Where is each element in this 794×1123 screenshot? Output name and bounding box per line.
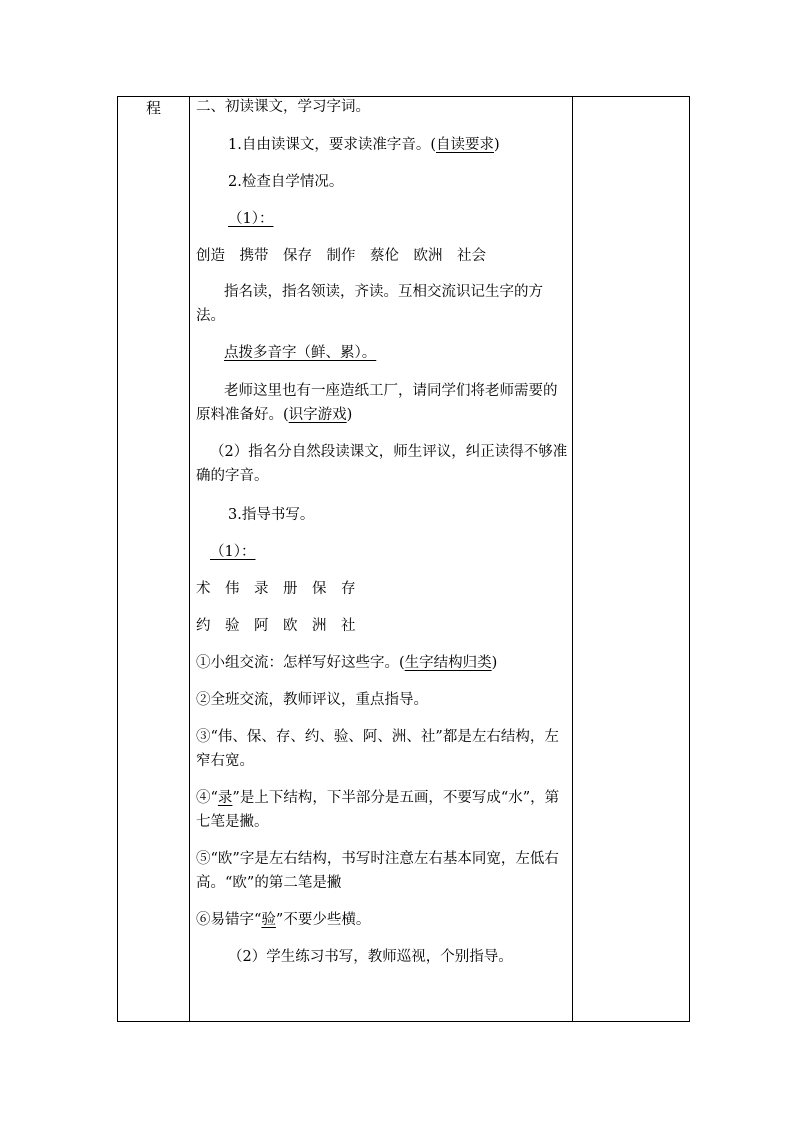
guide-item-4-char: 录 xyxy=(217,790,233,806)
guide-item-6-char: 验 xyxy=(261,912,276,928)
guide-item-4 xyxy=(196,786,568,834)
practice-writing: （2）学生练习书写，教师巡视，个别指导。 xyxy=(228,949,513,965)
word-game-link[interactable]: 识字游戏 xyxy=(288,407,347,423)
guide-item-1 xyxy=(196,651,568,675)
guide-item-3: ③“伟、保、存、约、验、阿、洲、社”都是左右结构，左窄右宽。 xyxy=(196,729,559,769)
step-1-end: ) xyxy=(494,137,500,153)
column-divider-left xyxy=(189,97,190,1021)
word-game-end: ) xyxy=(346,407,353,423)
self-reading-requirement-link[interactable]: 自读要求 xyxy=(436,137,494,153)
step-2: 2.检查自学情况。 xyxy=(228,174,344,190)
guide-item-4-pre: ④“ xyxy=(196,790,218,806)
guide-item-1-end: ) xyxy=(491,655,498,671)
guide-item-4-post: ”是上下结构，下半部分是五画，不要写成“水”，第七笔是撇。 xyxy=(196,790,560,830)
vocabulary-words: 创造 携带 保存 制作 蔡伦 欧洲 社会 xyxy=(196,248,486,264)
character-structure-link[interactable]: 生字结构归类 xyxy=(404,655,492,671)
polyphone-hint xyxy=(196,341,596,365)
sub-item-2: （2）指名分自然段读课文，师生评议，纠正读得不够准确的字音。 xyxy=(196,444,568,484)
characters-row-2: 约 验 阿 欧 洲 社 xyxy=(196,618,356,634)
sub-item-1-label xyxy=(196,207,600,231)
reading-method: 指名读，指名领读，齐读。互相交流识记生字的方法。 xyxy=(196,284,543,324)
guide-item-5: ⑤“欧”字是左右结构，书写时注意左右基本同宽，左低右高。“欧”的第二笔是撇 xyxy=(196,851,559,891)
sub-item-1-label-text: （1）： xyxy=(228,211,274,227)
guide-item-6-post: ”不要少些横。 xyxy=(275,912,371,928)
row-label: 程 xyxy=(145,99,161,117)
guide-item-6 xyxy=(196,908,568,932)
step-1-text: 1.自由读课文，要求读准字音。( xyxy=(228,137,436,153)
sub-item-1b-label-text: （1）： xyxy=(210,544,256,560)
word-game xyxy=(196,379,568,427)
word-game-text: 老师这里也有一座造纸工厂，请同学们将老师需要的原料准备好。( xyxy=(196,383,558,423)
step-1 xyxy=(196,133,600,157)
characters-row-1: 术 伟 录 册 保 存 xyxy=(196,581,356,597)
lesson-table xyxy=(117,96,690,1022)
sub-item-1b-label xyxy=(196,540,582,564)
step-3: 3.指导书写。 xyxy=(228,507,315,523)
polyphone-hint-text: 点拨多音字（鲜、累）。 xyxy=(224,345,377,361)
guide-item-1-text: ①小组交流：怎样写好这些字。( xyxy=(196,655,405,671)
guide-item-2: ②全班交流，教师评议，重点指导。 xyxy=(196,692,428,708)
section-heading: 二、初读课文，学习字词。 xyxy=(196,99,370,115)
guide-item-6-pre: ⑥易错字“ xyxy=(196,912,262,928)
